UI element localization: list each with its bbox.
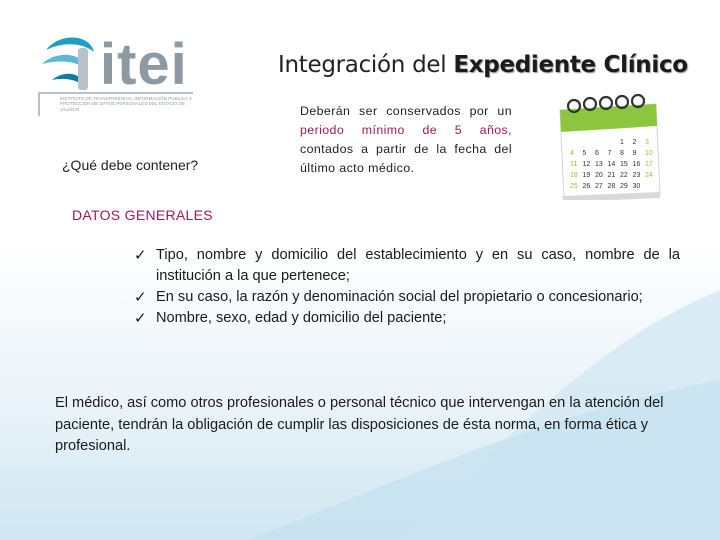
check-icon: ✓ bbox=[134, 289, 147, 306]
calendar-day: 12 bbox=[582, 161, 591, 168]
calendar-day: 4 bbox=[570, 150, 574, 157]
list-item-text: Tipo, nombre y domicilio del establecimiento y en su caso, nombre de la institución a la que pertenece; bbox=[156, 247, 680, 284]
calendar-day: 29 bbox=[620, 183, 628, 190]
check-icon: ✓ bbox=[134, 247, 147, 264]
list-item bbox=[134, 308, 680, 329]
calendar-day: 2 bbox=[632, 139, 637, 146]
calendar-day: 10 bbox=[645, 150, 653, 157]
title-emphasis: Expediente Clínico bbox=[453, 52, 688, 78]
itei-logo bbox=[38, 22, 198, 122]
calendar-day: 13 bbox=[595, 161, 603, 168]
calendar-icon bbox=[556, 90, 662, 200]
calendar-day: 14 bbox=[607, 161, 616, 168]
logo-swirl-icon bbox=[38, 30, 100, 96]
section-heading: DATOS GENERALES bbox=[72, 207, 213, 223]
list-item bbox=[134, 245, 680, 287]
calendar-day: 16 bbox=[632, 161, 641, 168]
note-part2: contados a partir de la fecha del último acto médico. bbox=[300, 142, 512, 175]
logo-subtitle: INSTITUTO DE TRANSPARENCIA, INFORMACIÓN PÚBLICA Y PROTECCIÓN DE DATOS PERSONALES DEL ESTADO DE JALISCO bbox=[38, 92, 193, 116]
question-label: ¿Qué debe contener? bbox=[62, 157, 199, 173]
calendar-day: 11 bbox=[570, 161, 578, 168]
calendar-day: 8 bbox=[620, 150, 624, 157]
calendar-day: 21 bbox=[607, 172, 616, 179]
calendar-day: 1 bbox=[620, 139, 624, 146]
list-item-text: Nombre, sexo, edad y domicilio del paciente; bbox=[156, 310, 447, 326]
calendar-day: 9 bbox=[632, 150, 637, 157]
calendar-day: 15 bbox=[620, 161, 628, 168]
calendar-day: 7 bbox=[607, 150, 612, 157]
list-item bbox=[134, 287, 680, 308]
calendar-day: 28 bbox=[607, 183, 616, 190]
calendar-day: 6 bbox=[595, 150, 599, 157]
closing-paragraph: El médico, así como otros profesionales o personal técnico que intervengan en la atención del paciente, tendrán la obligación de cumplir las disposiciones de ésta norma, en forma ética y profesional. bbox=[55, 395, 664, 454]
title-prefix: Integración del bbox=[278, 52, 454, 78]
calendar-day: 27 bbox=[595, 183, 603, 190]
calendar-day: 17 bbox=[645, 161, 653, 168]
requirements-list bbox=[134, 245, 680, 329]
calendar-day: 22 bbox=[620, 172, 628, 179]
calendar-day: 25 bbox=[570, 183, 578, 190]
calendar-day: 26 bbox=[582, 183, 591, 190]
calendar-day: 20 bbox=[595, 172, 603, 179]
calendar-day: 18 bbox=[570, 172, 578, 179]
calendar-day: 23 bbox=[632, 172, 641, 179]
note-part1: Deberán ser conservados por un bbox=[300, 104, 512, 118]
retention-note bbox=[300, 102, 512, 178]
slide-title bbox=[278, 52, 688, 78]
note-highlight: periodo mínimo de 5 años, bbox=[300, 123, 512, 137]
calendar-day: 24 bbox=[645, 172, 653, 179]
calendar-day: 30 bbox=[632, 183, 641, 190]
calendar-day: 3 bbox=[645, 139, 649, 146]
calendar-day: 19 bbox=[582, 172, 591, 179]
list-item-text: En su caso, la razón y denominación social del propietario o concesionario; bbox=[156, 289, 643, 305]
calendar-day: 5 bbox=[582, 150, 587, 157]
check-icon: ✓ bbox=[134, 310, 147, 327]
logo-wordmark: itei bbox=[100, 32, 188, 97]
